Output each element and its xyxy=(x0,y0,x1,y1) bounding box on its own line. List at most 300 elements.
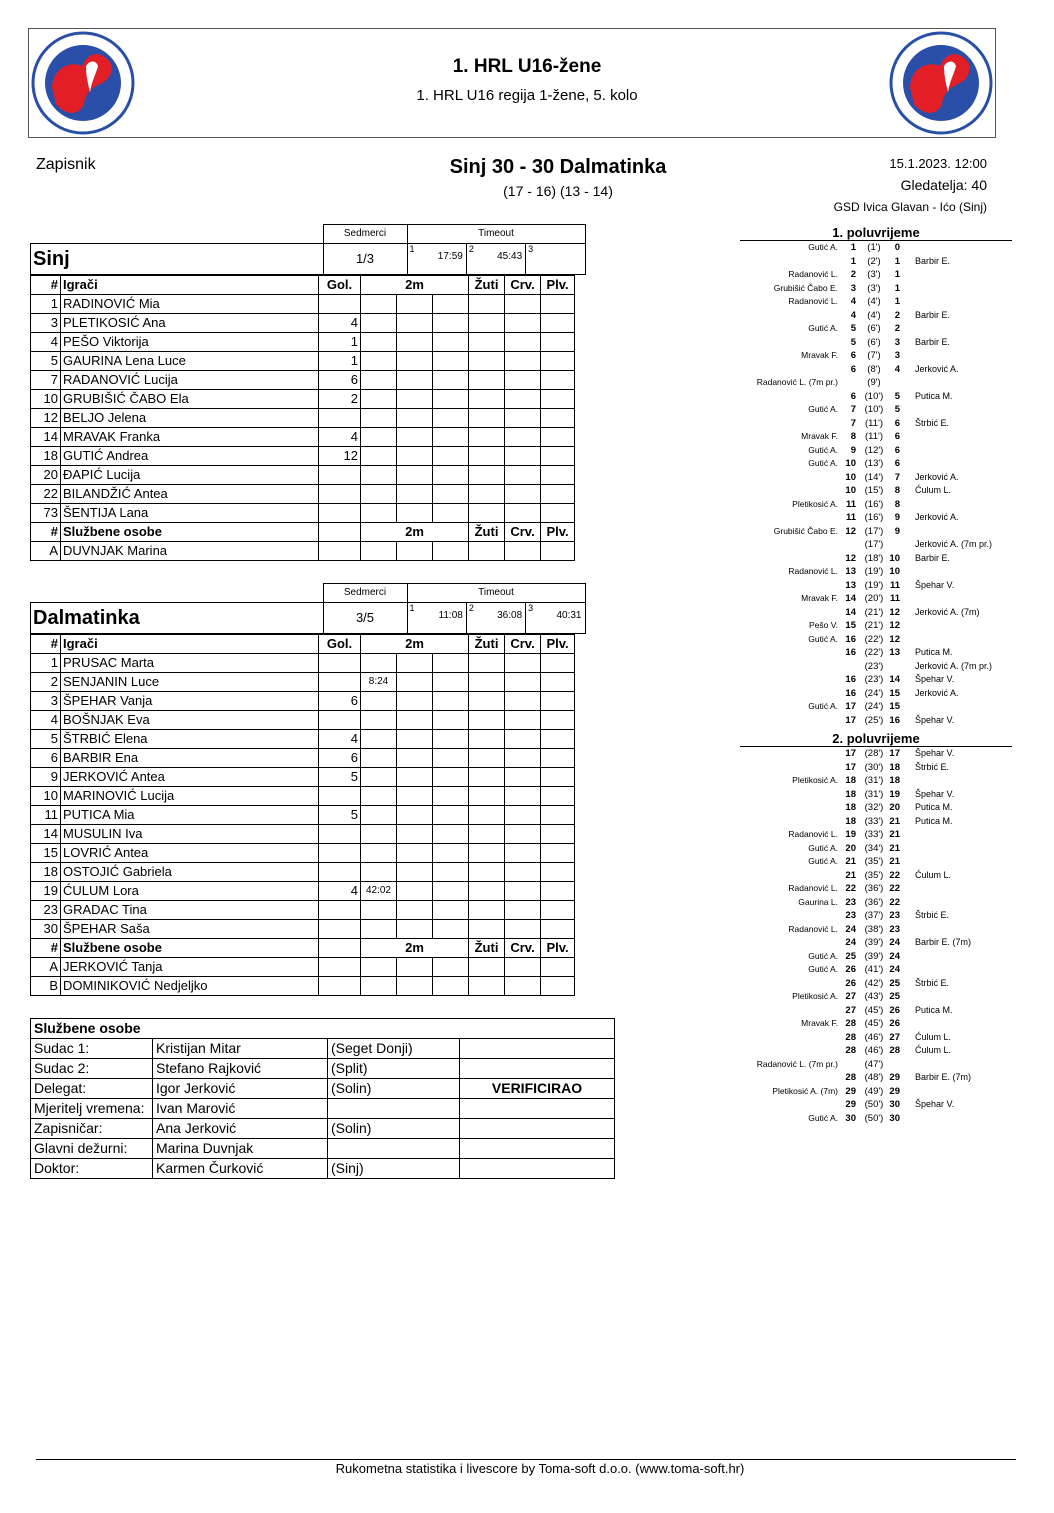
event-minute: (13') xyxy=(864,458,884,469)
event-minute: (30') xyxy=(864,761,884,773)
away-scorer: Putica M. xyxy=(915,815,953,826)
home-score: 21 xyxy=(845,869,856,881)
player-number: 3 xyxy=(31,313,61,332)
goal-event xyxy=(0,445,1054,458)
away-score: 13 xyxy=(889,647,900,658)
away-score: 12 xyxy=(889,633,900,645)
away-scorer: Štrbić E. xyxy=(915,417,950,428)
event-minute: (14') xyxy=(864,471,884,483)
player-number: 14 xyxy=(31,824,61,843)
event-minute: (10') xyxy=(864,404,884,415)
goal-event xyxy=(0,1005,1054,1018)
goal-event xyxy=(0,748,1054,761)
home-scorer: Gutić A. xyxy=(808,701,838,711)
away-score: 11 xyxy=(889,593,900,604)
away-scorer: Špehar V. xyxy=(915,674,955,684)
away-score: 21 xyxy=(889,829,900,840)
header-box xyxy=(28,28,996,138)
away-scorer: Putica M. xyxy=(915,647,953,657)
away-scorer: Ćulum L. xyxy=(915,1045,952,1055)
col-number-header: # xyxy=(31,634,61,653)
home-score: 6 xyxy=(850,363,856,375)
home-scorer: Gutić A. xyxy=(808,242,838,252)
event-minute: (2') xyxy=(867,255,881,267)
home-score: 5 xyxy=(850,323,856,334)
event-minute: (47') xyxy=(864,1058,884,1070)
player-goals: 12 xyxy=(319,446,361,465)
home-score: 4 xyxy=(850,296,856,307)
away-score: 22 xyxy=(889,883,900,894)
player-suspension-1: 42:02 xyxy=(361,881,397,900)
home-score: 2 xyxy=(850,269,856,280)
home-scorer: Gaurina L. xyxy=(798,896,838,907)
col-number-header: # xyxy=(31,522,61,541)
goal-event xyxy=(0,1099,1054,1112)
player-goals: 6 xyxy=(319,748,361,767)
goal-event xyxy=(0,762,1054,775)
home-scorer: Pletikosić A. xyxy=(792,991,838,1001)
event-minute: (33') xyxy=(864,815,884,827)
player-name: BELJO Jelena xyxy=(61,408,319,427)
official-role: Sudac 1: xyxy=(31,1039,153,1059)
player-number: 73 xyxy=(31,503,61,522)
player-name: ĐAPIĆ Lucija xyxy=(61,465,319,484)
player-red xyxy=(505,729,541,748)
official-role: Glavni dežurni: xyxy=(31,1139,153,1159)
sevens-value: 3/5 xyxy=(323,602,407,633)
player-goals: 6 xyxy=(319,691,361,710)
player-suspension-3 xyxy=(433,729,469,748)
official-person: Ana Jerković xyxy=(153,1119,328,1139)
event-minute: (8') xyxy=(867,363,881,375)
goal-event xyxy=(0,269,1054,282)
col-number-header: # xyxy=(31,275,61,294)
timeout-time: 11:08 xyxy=(438,609,463,621)
goal-event xyxy=(0,512,1054,525)
match-score: Sinj 30 - 30 Dalmatinka xyxy=(449,156,667,178)
player-name: ŠPEHAR Saša xyxy=(61,919,319,938)
col-goals-header: Gol. xyxy=(319,634,361,653)
away-scorer: Jerković A. (7m pr.) xyxy=(915,660,993,671)
away-scorer: Jerković A. (7m pr.) xyxy=(915,539,993,549)
timeout-time: 45:43 xyxy=(497,250,523,262)
away-score: 15 xyxy=(889,701,900,712)
goal-event xyxy=(0,1032,1054,1045)
player-row xyxy=(31,729,610,748)
event-minute: (9') xyxy=(867,377,881,388)
goal-event xyxy=(0,566,1054,579)
goal-event xyxy=(0,323,1054,336)
away-score: 30 xyxy=(889,1112,900,1124)
goal-event xyxy=(0,485,1054,498)
player-number: 1 xyxy=(31,653,61,672)
official-letter: A xyxy=(31,541,61,560)
home-scorer: Pletikosić A. xyxy=(792,775,838,785)
away-score: 9 xyxy=(894,512,900,523)
official-place: (Solin) xyxy=(328,1119,460,1139)
home-scorer: Gutić A. xyxy=(808,404,838,414)
event-minute: (21') xyxy=(864,620,884,631)
goal-event xyxy=(0,647,1054,660)
col-yellow-header: Žuti xyxy=(469,275,505,294)
event-minute: (50') xyxy=(864,1099,884,1110)
goal-event xyxy=(0,1072,1054,1085)
away-scorer: Barbir E. xyxy=(915,552,951,563)
home-score: 13 xyxy=(845,579,856,591)
home-score: 28 xyxy=(845,1018,856,1029)
home-score: 12 xyxy=(845,552,856,564)
home-scorer: Gutić A. xyxy=(808,444,838,455)
player-number: 18 xyxy=(31,862,61,881)
away-score: 10 xyxy=(889,566,900,577)
home-score: 3 xyxy=(850,282,856,294)
home-score: 6 xyxy=(850,390,856,402)
home-score: 28 xyxy=(845,1031,856,1043)
player-number: 5 xyxy=(31,351,61,370)
away-score: 21 xyxy=(889,842,900,854)
player-number: 30 xyxy=(31,919,61,938)
home-score: 16 xyxy=(845,687,856,699)
event-minute: (23') xyxy=(864,674,884,685)
player-name: PRUSAC Marta xyxy=(61,653,319,672)
away-score: 4 xyxy=(894,363,900,375)
away-score: 9 xyxy=(894,525,900,537)
goal-event xyxy=(0,404,1054,417)
col-name-header: Igrači xyxy=(61,275,319,294)
away-score: 27 xyxy=(889,1031,900,1043)
col-red-header: Crv. xyxy=(505,275,541,294)
goal-event xyxy=(0,458,1054,471)
player-goals: 2 xyxy=(319,389,361,408)
col-blue-header: Plv. xyxy=(541,275,575,294)
event-minute: (17') xyxy=(864,539,884,550)
official-person: Igor Jerković xyxy=(153,1079,328,1099)
player-number: 19 xyxy=(31,881,61,900)
event-minute: (3') xyxy=(867,282,881,294)
goal-event xyxy=(0,991,1054,1004)
away-scorer: Ćulum L. xyxy=(915,1031,952,1042)
event-minute: (36') xyxy=(864,883,884,894)
away-score: 6 xyxy=(894,444,900,456)
player-number: 12 xyxy=(31,408,61,427)
goal-event xyxy=(0,951,1054,964)
away-scorer: Putica M. xyxy=(915,390,953,401)
sevens-value: 1/3 xyxy=(323,243,407,274)
home-score: 27 xyxy=(845,1004,856,1016)
event-minute: (39') xyxy=(864,950,884,962)
official-role: Sudac 2: xyxy=(31,1059,153,1079)
col-2m-header: 2m xyxy=(361,938,469,957)
col-2m-header: 2m xyxy=(361,275,469,294)
goal-event xyxy=(0,391,1054,404)
away-score: 21 xyxy=(889,856,900,867)
event-minute: (7') xyxy=(867,350,881,361)
away-scorer: Ćulum L. xyxy=(915,485,952,495)
away-scorer: Ćulum L. xyxy=(915,869,952,880)
event-minute: (3') xyxy=(867,269,881,280)
goal-event xyxy=(0,337,1054,350)
away-scorer: Barbir E. (7m) xyxy=(915,937,972,947)
away-score: 26 xyxy=(889,1018,900,1029)
home-scorer: Gutić A. xyxy=(808,964,838,974)
official-role: Zapisničar: xyxy=(31,1119,153,1139)
home-score: 13 xyxy=(845,566,856,577)
home-score: 28 xyxy=(845,1045,856,1056)
player-number: 11 xyxy=(31,805,61,824)
event-minute: (48') xyxy=(864,1072,884,1083)
col-red-header: Crv. xyxy=(505,938,541,957)
event-minute: (15') xyxy=(864,485,884,496)
player-goals: 1 xyxy=(319,351,361,370)
away-score: 11 xyxy=(889,579,900,591)
goal-event xyxy=(0,688,1054,701)
event-minute: (22') xyxy=(864,647,884,658)
col-name-header: Igrači xyxy=(61,634,319,653)
away-score: 1 xyxy=(894,255,900,267)
player-name: ŠPEHAR Vanja xyxy=(61,691,319,710)
spectators: Gledatelja: 40 xyxy=(900,177,987,193)
event-minute: (50') xyxy=(864,1112,884,1124)
home-score: 18 xyxy=(845,788,856,800)
away-score: 12 xyxy=(889,606,900,618)
player-goals: 4 xyxy=(319,313,361,332)
officials-row xyxy=(31,1139,615,1159)
player-name: BILANDŽIĆ Antea xyxy=(61,484,319,503)
goal-event xyxy=(0,553,1054,566)
player-suspension-1 xyxy=(361,729,397,748)
away-score: 26 xyxy=(889,1004,900,1016)
player-goals: 4 xyxy=(319,427,361,446)
away-score: 25 xyxy=(889,977,900,989)
home-score: 20 xyxy=(845,842,856,854)
event-minute: (35') xyxy=(864,856,884,867)
official-place: (Solin) xyxy=(328,1079,460,1099)
col-name-header: Službene osobe xyxy=(61,938,319,957)
home-score: 1 xyxy=(850,242,856,253)
official-person: Kristijan Mitar xyxy=(153,1039,328,1059)
goal-event xyxy=(0,350,1054,363)
home-score: 10 xyxy=(845,471,856,483)
event-minute: (32') xyxy=(864,802,884,813)
timeout-number: 1 xyxy=(409,602,415,613)
away-score: 28 xyxy=(889,1045,900,1056)
timeout-time: 40:31 xyxy=(556,609,582,621)
home-score: 6 xyxy=(850,350,856,361)
home-score: 17 xyxy=(845,748,856,759)
away-score: 5 xyxy=(894,390,900,402)
away-score: 15 xyxy=(889,687,900,699)
goal-event xyxy=(0,526,1054,539)
event-minute: (38') xyxy=(864,923,884,935)
away-score: 14 xyxy=(889,674,900,685)
goal-event xyxy=(0,283,1054,296)
away-score: 8 xyxy=(894,498,900,510)
official-place: (Split) xyxy=(328,1059,460,1079)
away-score: 29 xyxy=(889,1085,900,1097)
player-name: MRAVAK Franka xyxy=(61,427,319,446)
home-scorer: Mravak F. xyxy=(801,350,838,360)
player-number: 15 xyxy=(31,843,61,862)
home-scorer: Radanović L. xyxy=(788,883,838,893)
goal-event xyxy=(0,499,1054,512)
goal-event xyxy=(0,937,1054,950)
goal-event xyxy=(0,715,1054,728)
venue: GSD Ivica Glavan - Ićo (Sinj) xyxy=(833,200,987,214)
player-suspension-1: 8:24 xyxy=(361,672,397,691)
player-goals: 4 xyxy=(319,881,361,900)
away-score: 20 xyxy=(889,802,900,813)
team-name: Sinj xyxy=(31,243,324,274)
col-yellow-header: Žuti xyxy=(469,634,505,653)
event-minute: (49') xyxy=(864,1085,884,1097)
away-scorer: Špehar V. xyxy=(915,579,955,590)
event-minute: (12') xyxy=(864,444,884,456)
away-score: 29 xyxy=(889,1072,900,1083)
goal-event xyxy=(0,1059,1054,1072)
away-scorer: Jerković A. xyxy=(915,512,959,522)
event-minute: (24') xyxy=(864,687,884,699)
federation-logo-left xyxy=(30,30,136,136)
event-minute: (19') xyxy=(864,579,884,591)
player-name: GUTIĆ Andrea xyxy=(61,446,319,465)
goal-event xyxy=(0,1086,1054,1099)
home-score: 16 xyxy=(845,674,856,685)
player-number: 14 xyxy=(31,427,61,446)
event-minute: (33') xyxy=(864,829,884,840)
away-scorer: Špehar V. xyxy=(915,788,955,799)
goal-event xyxy=(0,310,1054,323)
away-scorer: Jerković A. xyxy=(915,471,959,482)
player-name: GAURINA Lena Luce xyxy=(61,351,319,370)
home-scorer: Gutić A. xyxy=(808,856,838,866)
col-yellow-header: Žuti xyxy=(469,522,505,541)
player-name: BARBIR Ena xyxy=(61,748,319,767)
away-scorer: Putica M. xyxy=(915,802,953,812)
away-scorer: Štrbić E. xyxy=(915,977,950,988)
home-score: 28 xyxy=(845,1072,856,1083)
home-score: 10 xyxy=(845,485,856,496)
goal-event xyxy=(0,418,1054,431)
goal-event xyxy=(0,296,1054,309)
away-scorer: Štrbić E. xyxy=(915,910,950,920)
timeout-number: 3 xyxy=(528,243,534,254)
event-minute: (41') xyxy=(864,964,884,975)
home-score: 8 xyxy=(850,431,856,442)
player-name: ŠTRBIĆ Elena xyxy=(61,729,319,748)
event-minute: (6') xyxy=(867,323,881,334)
player-number: 20 xyxy=(31,465,61,484)
officials-row xyxy=(31,1159,615,1179)
official-person: Karmen Čurković xyxy=(153,1159,328,1179)
home-score: 17 xyxy=(845,701,856,712)
second-half-title: 2. poluvrijeme xyxy=(740,731,1012,747)
home-scorer: Radanović L. xyxy=(788,566,838,576)
player-name: JERKOVIĆ Antea xyxy=(61,767,319,786)
goal-event xyxy=(0,843,1054,856)
player-number: 2 xyxy=(31,672,61,691)
official-name: JERKOVIĆ Tanja xyxy=(61,957,319,976)
col-blue-header: Plv. xyxy=(541,634,575,653)
col-2m-header: 2m xyxy=(361,634,469,653)
goal-event xyxy=(0,856,1054,869)
home-score: 4 xyxy=(850,309,856,321)
official-role: Mjeritelj vremena: xyxy=(31,1099,153,1119)
away-score: 3 xyxy=(894,336,900,348)
official-person: Marina Duvnjak xyxy=(153,1139,328,1159)
home-score: 17 xyxy=(845,761,856,773)
away-score: 16 xyxy=(889,714,900,726)
timeout-time: 17:59 xyxy=(437,250,463,262)
goal-event xyxy=(0,364,1054,377)
event-minute: (35') xyxy=(864,869,884,881)
competition-subtitle: 1. HRL U16 regija 1-žene, 5. kolo xyxy=(416,87,638,104)
footer-divider xyxy=(36,1459,1016,1460)
away-score: 22 xyxy=(889,896,900,908)
home-score: 12 xyxy=(845,525,856,537)
event-minute: (37') xyxy=(864,910,884,921)
event-minute: (46') xyxy=(864,1031,884,1043)
away-score: 24 xyxy=(889,964,900,975)
home-scorer: Grubišić Čabo E. xyxy=(773,525,838,536)
goal-event xyxy=(0,978,1054,991)
home-score: 7 xyxy=(850,404,856,415)
away-score: 7 xyxy=(894,471,900,483)
goal-event xyxy=(0,607,1054,620)
goal-event xyxy=(0,634,1054,647)
spacer xyxy=(31,225,324,244)
away-scorer: Jerković A. xyxy=(915,687,959,698)
player-name: PLETIKOSIĆ Ana xyxy=(61,313,319,332)
home-score: 26 xyxy=(845,977,856,989)
col-name-header: Službene osobe xyxy=(61,522,319,541)
event-minute: (24') xyxy=(864,701,884,712)
goal-event xyxy=(0,661,1054,674)
home-score: 11 xyxy=(845,498,856,510)
goal-event xyxy=(0,883,1054,896)
goal-event xyxy=(0,431,1054,444)
home-score: 23 xyxy=(845,910,856,921)
event-minute: (11') xyxy=(864,431,883,442)
sevens-label: Sedmerci xyxy=(323,225,407,244)
col-red-header: Crv. xyxy=(505,522,541,541)
away-scorer: Špehar V. xyxy=(915,714,955,725)
goal-event xyxy=(0,802,1054,815)
event-minute: (25') xyxy=(864,714,884,726)
player-name: GRADAC Tina xyxy=(61,900,319,919)
away-score: 2 xyxy=(894,309,900,321)
away-score: 30 xyxy=(889,1099,900,1110)
timeout-number: 3 xyxy=(528,602,534,613)
col-blue-header: Plv. xyxy=(541,938,575,957)
away-scorer: Jerković A. xyxy=(915,363,959,374)
home-score: 18 xyxy=(845,775,856,786)
away-score: 24 xyxy=(889,950,900,962)
home-scorer: Mravak F. xyxy=(801,431,838,441)
goal-event xyxy=(0,1018,1054,1031)
event-minute: (21') xyxy=(864,606,884,618)
home-scorer: Radanović L. xyxy=(788,296,838,306)
away-scorer: Barbir E. (7m) xyxy=(915,1072,972,1082)
away-scorer: Barbir E. xyxy=(915,309,951,320)
home-score: 27 xyxy=(845,991,856,1002)
away-score: 5 xyxy=(894,404,900,415)
event-minute: (10') xyxy=(864,390,884,402)
away-score: 19 xyxy=(889,788,900,800)
away-score: 1 xyxy=(894,282,900,294)
player-number: 4 xyxy=(31,332,61,351)
away-score: 24 xyxy=(889,937,900,948)
player-number: 22 xyxy=(31,484,61,503)
